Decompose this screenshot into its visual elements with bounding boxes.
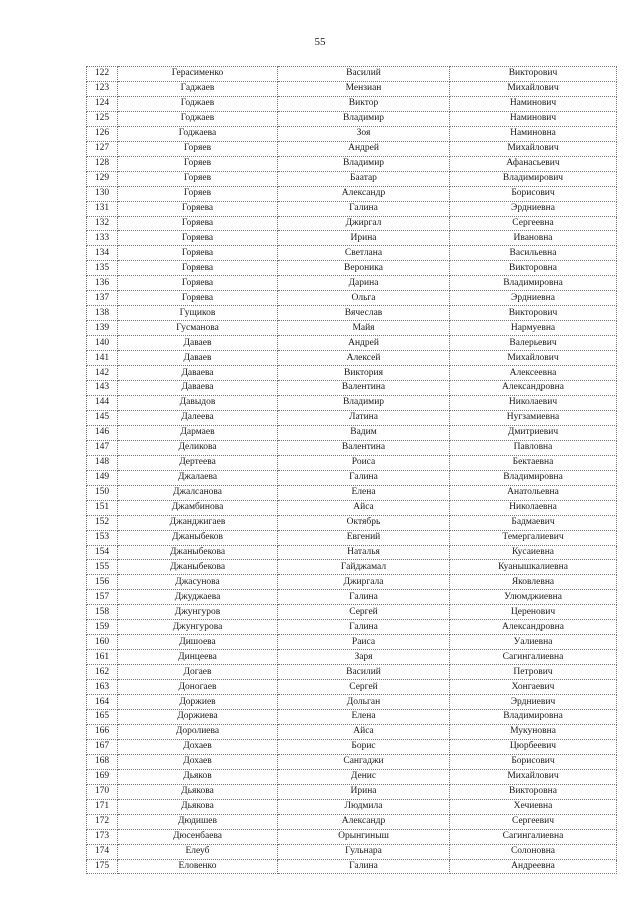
surname-cell: Дохаев <box>118 754 278 769</box>
row-number: 130 <box>87 186 118 201</box>
surname-cell: Дохаев <box>118 739 278 754</box>
table-row <box>87 395 617 410</box>
first-name-cell: Сангаджи <box>278 754 450 769</box>
table-row <box>87 769 617 784</box>
patronymic-cell: Алексеевна <box>450 366 617 381</box>
surname-cell: Дюсенбаева <box>118 829 278 844</box>
first-name-cell: Айса <box>278 500 450 515</box>
first-name-cell: Сергей <box>278 605 450 620</box>
table-row <box>87 709 617 724</box>
surname-cell: Гаджаев <box>118 81 278 96</box>
table-row <box>87 261 617 276</box>
patronymic-cell: Наминович <box>450 96 617 111</box>
first-name-cell: Галина <box>278 620 450 635</box>
first-name-cell: Елена <box>278 485 450 500</box>
first-name-cell: Айса <box>278 724 450 739</box>
patronymic-cell: Николаевич <box>450 395 617 410</box>
patronymic-cell: Александровна <box>450 620 617 635</box>
surname-cell: Дьяков <box>118 769 278 784</box>
patronymic-cell: Церенович <box>450 605 617 620</box>
row-number: 126 <box>87 126 118 141</box>
row-number: 145 <box>87 410 118 425</box>
table-row <box>87 590 617 605</box>
patronymic-cell: Наминович <box>450 111 617 126</box>
surname-cell: Даваев <box>118 351 278 366</box>
patronymic-cell: Куанышкалиевна <box>450 560 617 575</box>
table-row <box>87 126 617 141</box>
first-name-cell: Дарина <box>278 276 450 291</box>
first-name-cell: Галина <box>278 590 450 605</box>
row-number: 124 <box>87 96 118 111</box>
table-row <box>87 575 617 590</box>
table-row <box>87 560 617 575</box>
patronymic-cell: Сагингалиевна <box>450 650 617 665</box>
first-name-cell: Раиса <box>278 635 450 650</box>
row-number: 152 <box>87 515 118 530</box>
table-row <box>87 216 617 231</box>
table-row <box>87 321 617 336</box>
surname-cell: Горяева <box>118 261 278 276</box>
row-number: 168 <box>87 754 118 769</box>
surname-cell: Горяев <box>118 141 278 156</box>
table-row <box>87 231 617 246</box>
table-row <box>87 381 617 396</box>
row-number: 163 <box>87 680 118 695</box>
table-row <box>87 291 617 306</box>
table-row <box>87 680 617 695</box>
patronymic-cell: Мукуновна <box>450 724 617 739</box>
surname-cell: Еловенко <box>118 859 278 874</box>
table-row <box>87 201 617 216</box>
row-number: 150 <box>87 485 118 500</box>
patronymic-cell: Афанасьевич <box>450 156 617 171</box>
row-number: 160 <box>87 635 118 650</box>
table-row <box>87 306 617 321</box>
surname-cell: Доногаев <box>118 680 278 695</box>
row-number: 123 <box>87 81 118 96</box>
first-name-cell: Галина <box>278 859 450 874</box>
patronymic-cell: Владимировна <box>450 470 617 485</box>
surname-cell: Гущиков <box>118 306 278 321</box>
surname-cell: Горяев <box>118 171 278 186</box>
row-number: 136 <box>87 276 118 291</box>
surname-cell: Дишоева <box>118 635 278 650</box>
surname-cell: Горяев <box>118 186 278 201</box>
row-number: 173 <box>87 829 118 844</box>
row-number: 128 <box>87 156 118 171</box>
page-number: 55 <box>314 36 326 48</box>
first-name-cell: Владимир <box>278 111 450 126</box>
row-number: 153 <box>87 530 118 545</box>
patronymic-cell: Темергалиевич <box>450 530 617 545</box>
surname-cell: Джаныбекова <box>118 560 278 575</box>
first-name-cell: Василий <box>278 67 450 82</box>
patronymic-cell: Эрдниевич <box>450 695 617 710</box>
first-name-cell: Ирина <box>278 231 450 246</box>
surname-cell: Джалаева <box>118 470 278 485</box>
first-name-cell: Дольган <box>278 695 450 710</box>
surname-cell: Джуджаева <box>118 590 278 605</box>
patronymic-cell: Бектаевна <box>450 455 617 470</box>
row-number: 161 <box>87 650 118 665</box>
table-row <box>87 650 617 665</box>
row-number: 154 <box>87 545 118 560</box>
table-row <box>87 276 617 291</box>
first-name-cell: Баатар <box>278 171 450 186</box>
table-row <box>87 96 617 111</box>
first-name-cell: Борис <box>278 739 450 754</box>
surname-cell: Дьякова <box>118 799 278 814</box>
surname-cell: Джунгурова <box>118 620 278 635</box>
patronymic-cell: Викторовна <box>450 784 617 799</box>
surname-cell: Джасунова <box>118 575 278 590</box>
patronymic-cell: Александровна <box>450 381 617 396</box>
first-name-cell: Ольга <box>278 291 450 306</box>
first-name-cell: Елена <box>278 709 450 724</box>
patronymic-cell: Анатольевна <box>450 485 617 500</box>
surname-cell: Горяева <box>118 291 278 306</box>
surname-cell: Доржиева <box>118 709 278 724</box>
row-number: 169 <box>87 769 118 784</box>
table-row <box>87 545 617 560</box>
table-row <box>87 724 617 739</box>
table-row <box>87 829 617 844</box>
table-row <box>87 186 617 201</box>
patronymic-cell: Яковлевна <box>450 575 617 590</box>
surname-cell: Динцеева <box>118 650 278 665</box>
table-row <box>87 351 617 366</box>
surname-cell: Джалсанова <box>118 485 278 500</box>
first-name-cell: Галина <box>278 201 450 216</box>
patronymic-cell: Михайлович <box>450 351 617 366</box>
row-number: 172 <box>87 814 118 829</box>
first-name-cell: Гайджамал <box>278 560 450 575</box>
table-row <box>87 799 617 814</box>
table-row <box>87 605 617 620</box>
patronymic-cell: Кусаиевна <box>450 545 617 560</box>
first-name-cell: Зоя <box>278 126 450 141</box>
first-name-cell: Виктория <box>278 366 450 381</box>
row-number: 125 <box>87 111 118 126</box>
first-name-cell: Людмила <box>278 799 450 814</box>
row-number: 157 <box>87 590 118 605</box>
first-name-cell: Латина <box>278 410 450 425</box>
first-name-cell: Сергей <box>278 680 450 695</box>
table-row <box>87 336 617 351</box>
patronymic-cell: Нармуевна <box>450 321 617 336</box>
table-row <box>87 111 617 126</box>
patronymic-cell: Петрович <box>450 665 617 680</box>
table-row <box>87 530 617 545</box>
first-name-cell: Валентина <box>278 440 450 455</box>
patronymic-cell: Улюмджиевна <box>450 590 617 605</box>
row-number: 139 <box>87 321 118 336</box>
patronymic-cell: Ивановна <box>450 231 617 246</box>
surname-cell: Джанджигаев <box>118 515 278 530</box>
table-row <box>87 366 617 381</box>
patronymic-cell: Владимирович <box>450 171 617 186</box>
patronymic-cell: Борисович <box>450 754 617 769</box>
surname-cell: Далеева <box>118 410 278 425</box>
patronymic-cell: Сергеевич <box>450 814 617 829</box>
table-row <box>87 500 617 515</box>
first-name-cell: Андрей <box>278 141 450 156</box>
surname-cell: Горяева <box>118 276 278 291</box>
first-name-cell: Светлана <box>278 246 450 261</box>
row-number: 164 <box>87 695 118 710</box>
table-row <box>87 470 617 485</box>
row-number: 127 <box>87 141 118 156</box>
first-name-cell: Андрей <box>278 336 450 351</box>
patronymic-cell: Викторович <box>450 306 617 321</box>
table-row <box>87 784 617 799</box>
first-name-cell: Гульнара <box>278 844 450 859</box>
table-row <box>87 440 617 455</box>
surname-cell: Годжаев <box>118 96 278 111</box>
patronymic-cell: Уалиевна <box>450 635 617 650</box>
first-name-cell: Майя <box>278 321 450 336</box>
surname-cell: Джунгуров <box>118 605 278 620</box>
surname-cell: Даваева <box>118 366 278 381</box>
patronymic-cell: Николаевна <box>450 500 617 515</box>
surname-cell: Годжаева <box>118 126 278 141</box>
surname-cell: Гусманова <box>118 321 278 336</box>
first-name-cell: Вадим <box>278 425 450 440</box>
surname-cell: Горяева <box>118 216 278 231</box>
row-number: 174 <box>87 844 118 859</box>
names-table-body <box>87 67 617 874</box>
row-number: 132 <box>87 216 118 231</box>
table-row <box>87 754 617 769</box>
table-row <box>87 844 617 859</box>
patronymic-cell: Солоновна <box>450 844 617 859</box>
patronymic-cell: Хонгаевич <box>450 680 617 695</box>
surname-cell: Джаныбеков <box>118 530 278 545</box>
first-name-cell: Василий <box>278 665 450 680</box>
patronymic-cell: Викторовна <box>450 261 617 276</box>
surname-cell: Дьякова <box>118 784 278 799</box>
table-row <box>87 739 617 754</box>
first-name-cell: Роиса <box>278 455 450 470</box>
row-number: 171 <box>87 799 118 814</box>
patronymic-cell: Борисович <box>450 186 617 201</box>
surname-cell: Догаев <box>118 665 278 680</box>
surname-cell: Доржиев <box>118 695 278 710</box>
first-name-cell: Октябрь <box>278 515 450 530</box>
row-number: 156 <box>87 575 118 590</box>
row-number: 144 <box>87 395 118 410</box>
table-row <box>87 171 617 186</box>
first-name-cell: Джиргал <box>278 216 450 231</box>
patronymic-cell: Эрдниевна <box>450 201 617 216</box>
row-number: 146 <box>87 425 118 440</box>
table-row <box>87 141 617 156</box>
surname-cell: Горяева <box>118 201 278 216</box>
names-table <box>86 66 617 874</box>
row-number: 131 <box>87 201 118 216</box>
row-number: 165 <box>87 709 118 724</box>
first-name-cell: Алексей <box>278 351 450 366</box>
table-row <box>87 859 617 874</box>
table-row <box>87 156 617 171</box>
table-row <box>87 620 617 635</box>
table-row <box>87 515 617 530</box>
table-row <box>87 425 617 440</box>
patronymic-cell: Андреевна <box>450 859 617 874</box>
surname-cell: Дюдишев <box>118 814 278 829</box>
surname-cell: Деликова <box>118 440 278 455</box>
row-number: 138 <box>87 306 118 321</box>
row-number: 158 <box>87 605 118 620</box>
surname-cell: Джамбинова <box>118 500 278 515</box>
table-row <box>87 665 617 680</box>
table-row <box>87 246 617 261</box>
row-number: 148 <box>87 455 118 470</box>
first-name-cell: Мензиан <box>278 81 450 96</box>
surname-cell: Горяев <box>118 156 278 171</box>
surname-cell: Доролиева <box>118 724 278 739</box>
patronymic-cell: Наминовна <box>450 126 617 141</box>
surname-cell: Герасименко <box>118 67 278 82</box>
patronymic-cell: Владимировна <box>450 709 617 724</box>
row-number: 122 <box>87 67 118 82</box>
surname-cell: Елеуб <box>118 844 278 859</box>
patronymic-cell: Михайлович <box>450 141 617 156</box>
first-name-cell: Владимир <box>278 156 450 171</box>
first-name-cell: Джиргала <box>278 575 450 590</box>
table-row <box>87 81 617 96</box>
row-number: 162 <box>87 665 118 680</box>
surname-cell: Дертеева <box>118 455 278 470</box>
surname-cell: Даваева <box>118 381 278 396</box>
surname-cell: Давыдов <box>118 395 278 410</box>
patronymic-cell: Бадмаевич <box>450 515 617 530</box>
patronymic-cell: Эрдниевна <box>450 291 617 306</box>
surname-cell: Даваев <box>118 336 278 351</box>
row-number: 155 <box>87 560 118 575</box>
first-name-cell: Наталья <box>278 545 450 560</box>
row-number: 175 <box>87 859 118 874</box>
table-row <box>87 67 617 82</box>
patronymic-cell: Хечиевна <box>450 799 617 814</box>
row-number: 137 <box>87 291 118 306</box>
table-row <box>87 455 617 470</box>
first-name-cell: Орынгиныш <box>278 829 450 844</box>
surname-cell: Годжаев <box>118 111 278 126</box>
patronymic-cell: Сергеевна <box>450 216 617 231</box>
row-number: 140 <box>87 336 118 351</box>
first-name-cell: Ирина <box>278 784 450 799</box>
patronymic-cell: Васильевна <box>450 246 617 261</box>
patronymic-cell: Цюрбеевич <box>450 739 617 754</box>
row-number: 141 <box>87 351 118 366</box>
patronymic-cell: Сагингалиевна <box>450 829 617 844</box>
row-number: 166 <box>87 724 118 739</box>
patronymic-cell: Валерьевич <box>450 336 617 351</box>
first-name-cell: Галина <box>278 470 450 485</box>
row-number: 167 <box>87 739 118 754</box>
first-name-cell: Вероника <box>278 261 450 276</box>
first-name-cell: Владимир <box>278 395 450 410</box>
table-row <box>87 410 617 425</box>
first-name-cell: Вячеслав <box>278 306 450 321</box>
table-row <box>87 695 617 710</box>
row-number: 134 <box>87 246 118 261</box>
row-number: 133 <box>87 231 118 246</box>
first-name-cell: Денис <box>278 769 450 784</box>
first-name-cell: Виктор <box>278 96 450 111</box>
patronymic-cell: Владимировна <box>450 276 617 291</box>
first-name-cell: Евгений <box>278 530 450 545</box>
table-row <box>87 635 617 650</box>
surname-cell: Джаныбекова <box>118 545 278 560</box>
patronymic-cell: Михайлович <box>450 769 617 784</box>
row-number: 147 <box>87 440 118 455</box>
row-number: 143 <box>87 381 118 396</box>
first-name-cell: Валентина <box>278 381 450 396</box>
row-number: 159 <box>87 620 118 635</box>
table-row <box>87 485 617 500</box>
table-row <box>87 814 617 829</box>
first-name-cell: Александр <box>278 186 450 201</box>
patronymic-cell: Викторович <box>450 67 617 82</box>
row-number: 129 <box>87 171 118 186</box>
row-number: 149 <box>87 470 118 485</box>
first-name-cell: Заря <box>278 650 450 665</box>
surname-cell: Дармаев <box>118 425 278 440</box>
surname-cell: Горяева <box>118 246 278 261</box>
patronymic-cell: Нугзамиевна <box>450 410 617 425</box>
patronymic-cell: Павловна <box>450 440 617 455</box>
first-name-cell: Александр <box>278 814 450 829</box>
surname-cell: Горяева <box>118 231 278 246</box>
patronymic-cell: Дмитриевич <box>450 425 617 440</box>
patronymic-cell: Михайлович <box>450 81 617 96</box>
row-number: 135 <box>87 261 118 276</box>
row-number: 151 <box>87 500 118 515</box>
row-number: 170 <box>87 784 118 799</box>
row-number: 142 <box>87 366 118 381</box>
